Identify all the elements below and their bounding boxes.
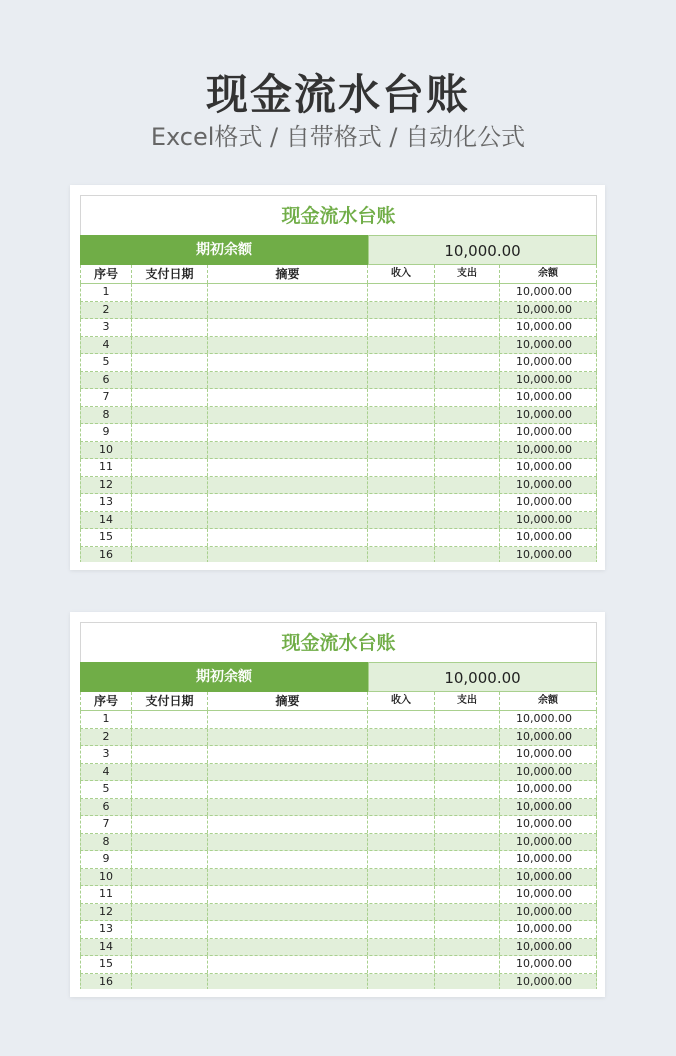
ledger-table: [80, 265, 597, 562]
table-row: [80, 302, 597, 320]
cell-income[interactable]: [368, 729, 435, 746]
cell-no[interactable]: 16: [80, 547, 132, 563]
cell-summary[interactable]: [208, 424, 368, 441]
cell-summary[interactable]: [208, 477, 368, 494]
cell-summary[interactable]: [208, 799, 368, 816]
cell-income[interactable]: [368, 337, 435, 354]
col-header-summary: 摘要: [208, 265, 368, 283]
table-row: [80, 939, 597, 957]
cell-summary[interactable]: [208, 816, 368, 833]
opening-balance-label: 期初余额: [80, 662, 368, 692]
cell-balance[interactable]: 10,000.00: [500, 956, 597, 973]
cell-income[interactable]: [368, 886, 435, 903]
cell-summary[interactable]: [208, 442, 368, 459]
cell-income[interactable]: [368, 799, 435, 816]
cell-expense[interactable]: [435, 372, 500, 389]
table-row: [80, 974, 597, 990]
col-header-balance: 余额: [500, 265, 597, 283]
cell-balance[interactable]: 10,000.00: [500, 459, 597, 476]
cell-balance[interactable]: 10,000.00: [500, 389, 597, 406]
cell-date[interactable]: [132, 389, 208, 406]
cell-no[interactable]: 10: [80, 869, 132, 886]
cell-no[interactable]: 14: [80, 512, 132, 529]
cell-no[interactable]: 1: [80, 284, 132, 301]
cell-date[interactable]: [132, 869, 208, 886]
table-body: [80, 284, 597, 562]
table-row: [80, 512, 597, 530]
cell-no[interactable]: 14: [80, 939, 132, 956]
cell-no[interactable]: 6: [80, 799, 132, 816]
table-row: [80, 442, 597, 460]
cell-expense[interactable]: [435, 974, 500, 990]
cell-summary[interactable]: [208, 781, 368, 798]
cell-expense[interactable]: [435, 729, 500, 746]
col-header-date: 支付日期: [132, 692, 208, 710]
cell-date[interactable]: [132, 851, 208, 868]
cell-date[interactable]: [132, 354, 208, 371]
cell-no[interactable]: 15: [80, 956, 132, 973]
cell-expense[interactable]: [435, 442, 500, 459]
cell-date[interactable]: [132, 711, 208, 728]
cell-balance[interactable]: 10,000.00: [500, 851, 597, 868]
cell-date[interactable]: [132, 746, 208, 763]
table-row: [80, 477, 597, 495]
spreadsheet-sheet: [80, 195, 597, 562]
cell-income[interactable]: [368, 816, 435, 833]
cell-expense[interactable]: [435, 529, 500, 546]
ledger-table: [80, 692, 597, 989]
cell-summary[interactable]: [208, 319, 368, 336]
cell-expense[interactable]: [435, 284, 500, 301]
cell-no[interactable]: 15: [80, 529, 132, 546]
cell-date[interactable]: [132, 974, 208, 990]
cell-date[interactable]: [132, 424, 208, 441]
table-row: [80, 904, 597, 922]
cell-date[interactable]: [132, 407, 208, 424]
cell-income[interactable]: [368, 939, 435, 956]
cell-summary[interactable]: [208, 512, 368, 529]
cell-summary[interactable]: [208, 956, 368, 973]
cell-no[interactable]: 8: [80, 407, 132, 424]
table-row: [80, 389, 597, 407]
cell-no[interactable]: 1: [80, 711, 132, 728]
cell-summary[interactable]: [208, 939, 368, 956]
cell-income[interactable]: [368, 921, 435, 938]
col-header-expense: 支出: [435, 265, 500, 283]
table-row: [80, 407, 597, 425]
cell-balance[interactable]: 10,000.00: [500, 816, 597, 833]
table-row: [80, 869, 597, 887]
table-row: [80, 746, 597, 764]
cell-income[interactable]: [368, 302, 435, 319]
opening-balance-row: [80, 662, 597, 692]
cell-expense[interactable]: [435, 354, 500, 371]
cell-balance[interactable]: 10,000.00: [500, 711, 597, 728]
cell-income[interactable]: [368, 512, 435, 529]
table-body: [80, 711, 597, 989]
table-header: [80, 265, 597, 284]
cell-summary[interactable]: [208, 869, 368, 886]
table-row: [80, 956, 597, 974]
cell-expense[interactable]: [435, 939, 500, 956]
cell-expense[interactable]: [435, 302, 500, 319]
cell-no[interactable]: 13: [80, 921, 132, 938]
cell-no[interactable]: 9: [80, 851, 132, 868]
cell-balance[interactable]: 10,000.00: [500, 477, 597, 494]
cell-expense[interactable]: [435, 921, 500, 938]
table-row: [80, 547, 597, 563]
cell-date[interactable]: [132, 302, 208, 319]
cell-expense[interactable]: [435, 494, 500, 511]
cell-date[interactable]: [132, 904, 208, 921]
cell-income[interactable]: [368, 711, 435, 728]
cell-no[interactable]: 2: [80, 729, 132, 746]
cell-no[interactable]: 6: [80, 372, 132, 389]
cell-date[interactable]: [132, 816, 208, 833]
cell-date[interactable]: [132, 477, 208, 494]
opening-balance-label: 期初余额: [80, 235, 368, 265]
cell-summary[interactable]: [208, 459, 368, 476]
cell-date[interactable]: [132, 939, 208, 956]
cell-no[interactable]: 5: [80, 354, 132, 371]
cell-expense[interactable]: [435, 389, 500, 406]
preview-card-1: [70, 185, 605, 570]
page-subtitle: Excel格式 / 自带格式 / 自动化公式: [150, 123, 526, 151]
cell-date[interactable]: [132, 494, 208, 511]
cell-income[interactable]: [368, 834, 435, 851]
cell-summary[interactable]: [208, 407, 368, 424]
cell-date[interactable]: [132, 834, 208, 851]
cell-no[interactable]: 7: [80, 389, 132, 406]
cell-expense[interactable]: [435, 799, 500, 816]
cell-expense[interactable]: [435, 512, 500, 529]
cell-balance[interactable]: 10,000.00: [500, 302, 597, 319]
cell-date[interactable]: [132, 284, 208, 301]
cell-balance[interactable]: 10,000.00: [500, 354, 597, 371]
cell-no[interactable]: 5: [80, 781, 132, 798]
cell-income[interactable]: [368, 904, 435, 921]
cell-summary[interactable]: [208, 886, 368, 903]
cell-no[interactable]: 3: [80, 746, 132, 763]
cell-balance[interactable]: 10,000.00: [500, 869, 597, 886]
cell-expense[interactable]: [435, 904, 500, 921]
cell-no[interactable]: 9: [80, 424, 132, 441]
table-row: [80, 459, 597, 477]
cell-no[interactable]: 12: [80, 477, 132, 494]
col-header-income: 收入: [368, 692, 435, 710]
cell-summary[interactable]: [208, 494, 368, 511]
table-row: [80, 529, 597, 547]
cell-income[interactable]: [368, 869, 435, 886]
cell-summary[interactable]: [208, 921, 368, 938]
cell-summary[interactable]: [208, 711, 368, 728]
table-row: [80, 354, 597, 372]
cell-expense[interactable]: [435, 886, 500, 903]
sheet-title: 现金流水台账: [80, 622, 597, 662]
cell-summary[interactable]: [208, 729, 368, 746]
col-header-summary: 摘要: [208, 692, 368, 710]
table-row: [80, 424, 597, 442]
table-row: [80, 494, 597, 512]
cell-no[interactable]: 8: [80, 834, 132, 851]
cell-no[interactable]: 4: [80, 337, 132, 354]
cell-summary[interactable]: [208, 746, 368, 763]
cell-expense[interactable]: [435, 337, 500, 354]
cell-expense[interactable]: [435, 746, 500, 763]
cell-date[interactable]: [132, 764, 208, 781]
cell-date[interactable]: [132, 781, 208, 798]
cell-balance[interactable]: 10,000.00: [500, 442, 597, 459]
cell-summary[interactable]: [208, 547, 368, 563]
cell-date[interactable]: [132, 547, 208, 563]
table-row: [80, 851, 597, 869]
cell-date[interactable]: [132, 886, 208, 903]
cell-expense[interactable]: [435, 711, 500, 728]
cell-date[interactable]: [132, 799, 208, 816]
cell-no[interactable]: 2: [80, 302, 132, 319]
cell-no[interactable]: 11: [80, 459, 132, 476]
cell-balance[interactable]: 10,000.00: [500, 939, 597, 956]
cell-income[interactable]: [368, 354, 435, 371]
sheet-title: 现金流水台账: [80, 195, 597, 235]
col-header-expense: 支出: [435, 692, 500, 710]
cell-no[interactable]: 10: [80, 442, 132, 459]
cell-summary[interactable]: [208, 389, 368, 406]
cell-income[interactable]: [368, 459, 435, 476]
cell-expense[interactable]: [435, 781, 500, 798]
cell-summary[interactable]: [208, 904, 368, 921]
cell-expense[interactable]: [435, 851, 500, 868]
cell-no[interactable]: 13: [80, 494, 132, 511]
cell-expense[interactable]: [435, 869, 500, 886]
table-row: [80, 711, 597, 729]
table-row: [80, 781, 597, 799]
cell-summary[interactable]: [208, 337, 368, 354]
cell-expense[interactable]: [435, 424, 500, 441]
cell-summary[interactable]: [208, 974, 368, 990]
cell-date[interactable]: [132, 459, 208, 476]
cell-balance[interactable]: 10,000.00: [500, 834, 597, 851]
cell-income[interactable]: [368, 746, 435, 763]
cell-balance[interactable]: 10,000.00: [500, 974, 597, 990]
cell-balance[interactable]: 10,000.00: [500, 319, 597, 336]
cell-date[interactable]: [132, 512, 208, 529]
cell-income[interactable]: [368, 974, 435, 990]
col-header-date: 支付日期: [132, 265, 208, 283]
col-header-balance: 余额: [500, 692, 597, 710]
cell-expense[interactable]: [435, 764, 500, 781]
cell-expense[interactable]: [435, 547, 500, 563]
cell-balance[interactable]: 10,000.00: [500, 799, 597, 816]
cell-date[interactable]: [132, 921, 208, 938]
cell-balance[interactable]: 10,000.00: [500, 284, 597, 301]
cell-income[interactable]: [368, 956, 435, 973]
cell-income[interactable]: [368, 851, 435, 868]
cell-income[interactable]: [368, 389, 435, 406]
cell-date[interactable]: [132, 956, 208, 973]
cell-balance[interactable]: 10,000.00: [500, 764, 597, 781]
preview-card-2: [70, 612, 605, 997]
col-header-no: 序号: [80, 692, 132, 710]
cell-date[interactable]: [132, 729, 208, 746]
table-row: [80, 284, 597, 302]
cell-date[interactable]: [132, 372, 208, 389]
table-header: [80, 692, 597, 711]
table-row: [80, 372, 597, 390]
cell-summary[interactable]: [208, 764, 368, 781]
page-title: 现金流水台账: [205, 70, 470, 119]
cell-summary[interactable]: [208, 834, 368, 851]
cell-balance[interactable]: 10,000.00: [500, 494, 597, 511]
cell-date[interactable]: [132, 337, 208, 354]
cell-income[interactable]: [368, 529, 435, 546]
table-row: [80, 886, 597, 904]
cell-balance[interactable]: 10,000.00: [500, 729, 597, 746]
col-header-income: 收入: [368, 265, 435, 283]
spreadsheet-sheet: [80, 622, 597, 989]
cell-summary[interactable]: [208, 372, 368, 389]
table-row: [80, 816, 597, 834]
col-header-no: 序号: [80, 265, 132, 283]
cell-income[interactable]: [368, 477, 435, 494]
cell-summary[interactable]: [208, 529, 368, 546]
cell-income[interactable]: [368, 319, 435, 336]
table-row: [80, 319, 597, 337]
opening-balance-value[interactable]: 10,000.00: [368, 235, 597, 265]
cell-summary[interactable]: [208, 354, 368, 371]
cell-summary[interactable]: [208, 284, 368, 301]
cell-date[interactable]: [132, 529, 208, 546]
cell-date[interactable]: [132, 319, 208, 336]
cell-expense[interactable]: [435, 956, 500, 973]
cell-no[interactable]: 7: [80, 816, 132, 833]
cell-balance[interactable]: 10,000.00: [500, 781, 597, 798]
cell-income[interactable]: [368, 424, 435, 441]
cell-balance[interactable]: 10,000.00: [500, 424, 597, 441]
cell-expense[interactable]: [435, 319, 500, 336]
opening-balance-value[interactable]: 10,000.00: [368, 662, 597, 692]
cell-expense[interactable]: [435, 407, 500, 424]
table-row: [80, 834, 597, 852]
cell-no[interactable]: 16: [80, 974, 132, 990]
cell-no[interactable]: 12: [80, 904, 132, 921]
cell-balance[interactable]: 10,000.00: [500, 547, 597, 563]
cell-expense[interactable]: [435, 816, 500, 833]
table-row: [80, 764, 597, 782]
cell-balance[interactable]: 10,000.00: [500, 921, 597, 938]
cell-income[interactable]: [368, 547, 435, 563]
cell-date[interactable]: [132, 442, 208, 459]
cell-balance[interactable]: 10,000.00: [500, 407, 597, 424]
table-row: [80, 921, 597, 939]
table-row: [80, 337, 597, 355]
cell-balance[interactable]: 10,000.00: [500, 886, 597, 903]
cell-balance[interactable]: 10,000.00: [500, 746, 597, 763]
cell-expense[interactable]: [435, 834, 500, 851]
cell-income[interactable]: [368, 494, 435, 511]
cell-no[interactable]: 3: [80, 319, 132, 336]
cell-expense[interactable]: [435, 459, 500, 476]
cell-expense[interactable]: [435, 477, 500, 494]
cell-summary[interactable]: [208, 302, 368, 319]
cell-balance[interactable]: 10,000.00: [500, 904, 597, 921]
opening-balance-row: [80, 235, 597, 265]
table-row: [80, 799, 597, 817]
cell-income[interactable]: [368, 372, 435, 389]
cell-balance[interactable]: 10,000.00: [500, 337, 597, 354]
cell-income[interactable]: [368, 407, 435, 424]
cell-no[interactable]: 4: [80, 764, 132, 781]
cell-summary[interactable]: [208, 851, 368, 868]
cell-income[interactable]: [368, 442, 435, 459]
cell-balance[interactable]: 10,000.00: [500, 529, 597, 546]
cell-balance[interactable]: 10,000.00: [500, 372, 597, 389]
table-row: [80, 729, 597, 747]
cell-no[interactable]: 11: [80, 886, 132, 903]
cell-income[interactable]: [368, 781, 435, 798]
cell-income[interactable]: [368, 284, 435, 301]
cell-balance[interactable]: 10,000.00: [500, 512, 597, 529]
cell-income[interactable]: [368, 764, 435, 781]
